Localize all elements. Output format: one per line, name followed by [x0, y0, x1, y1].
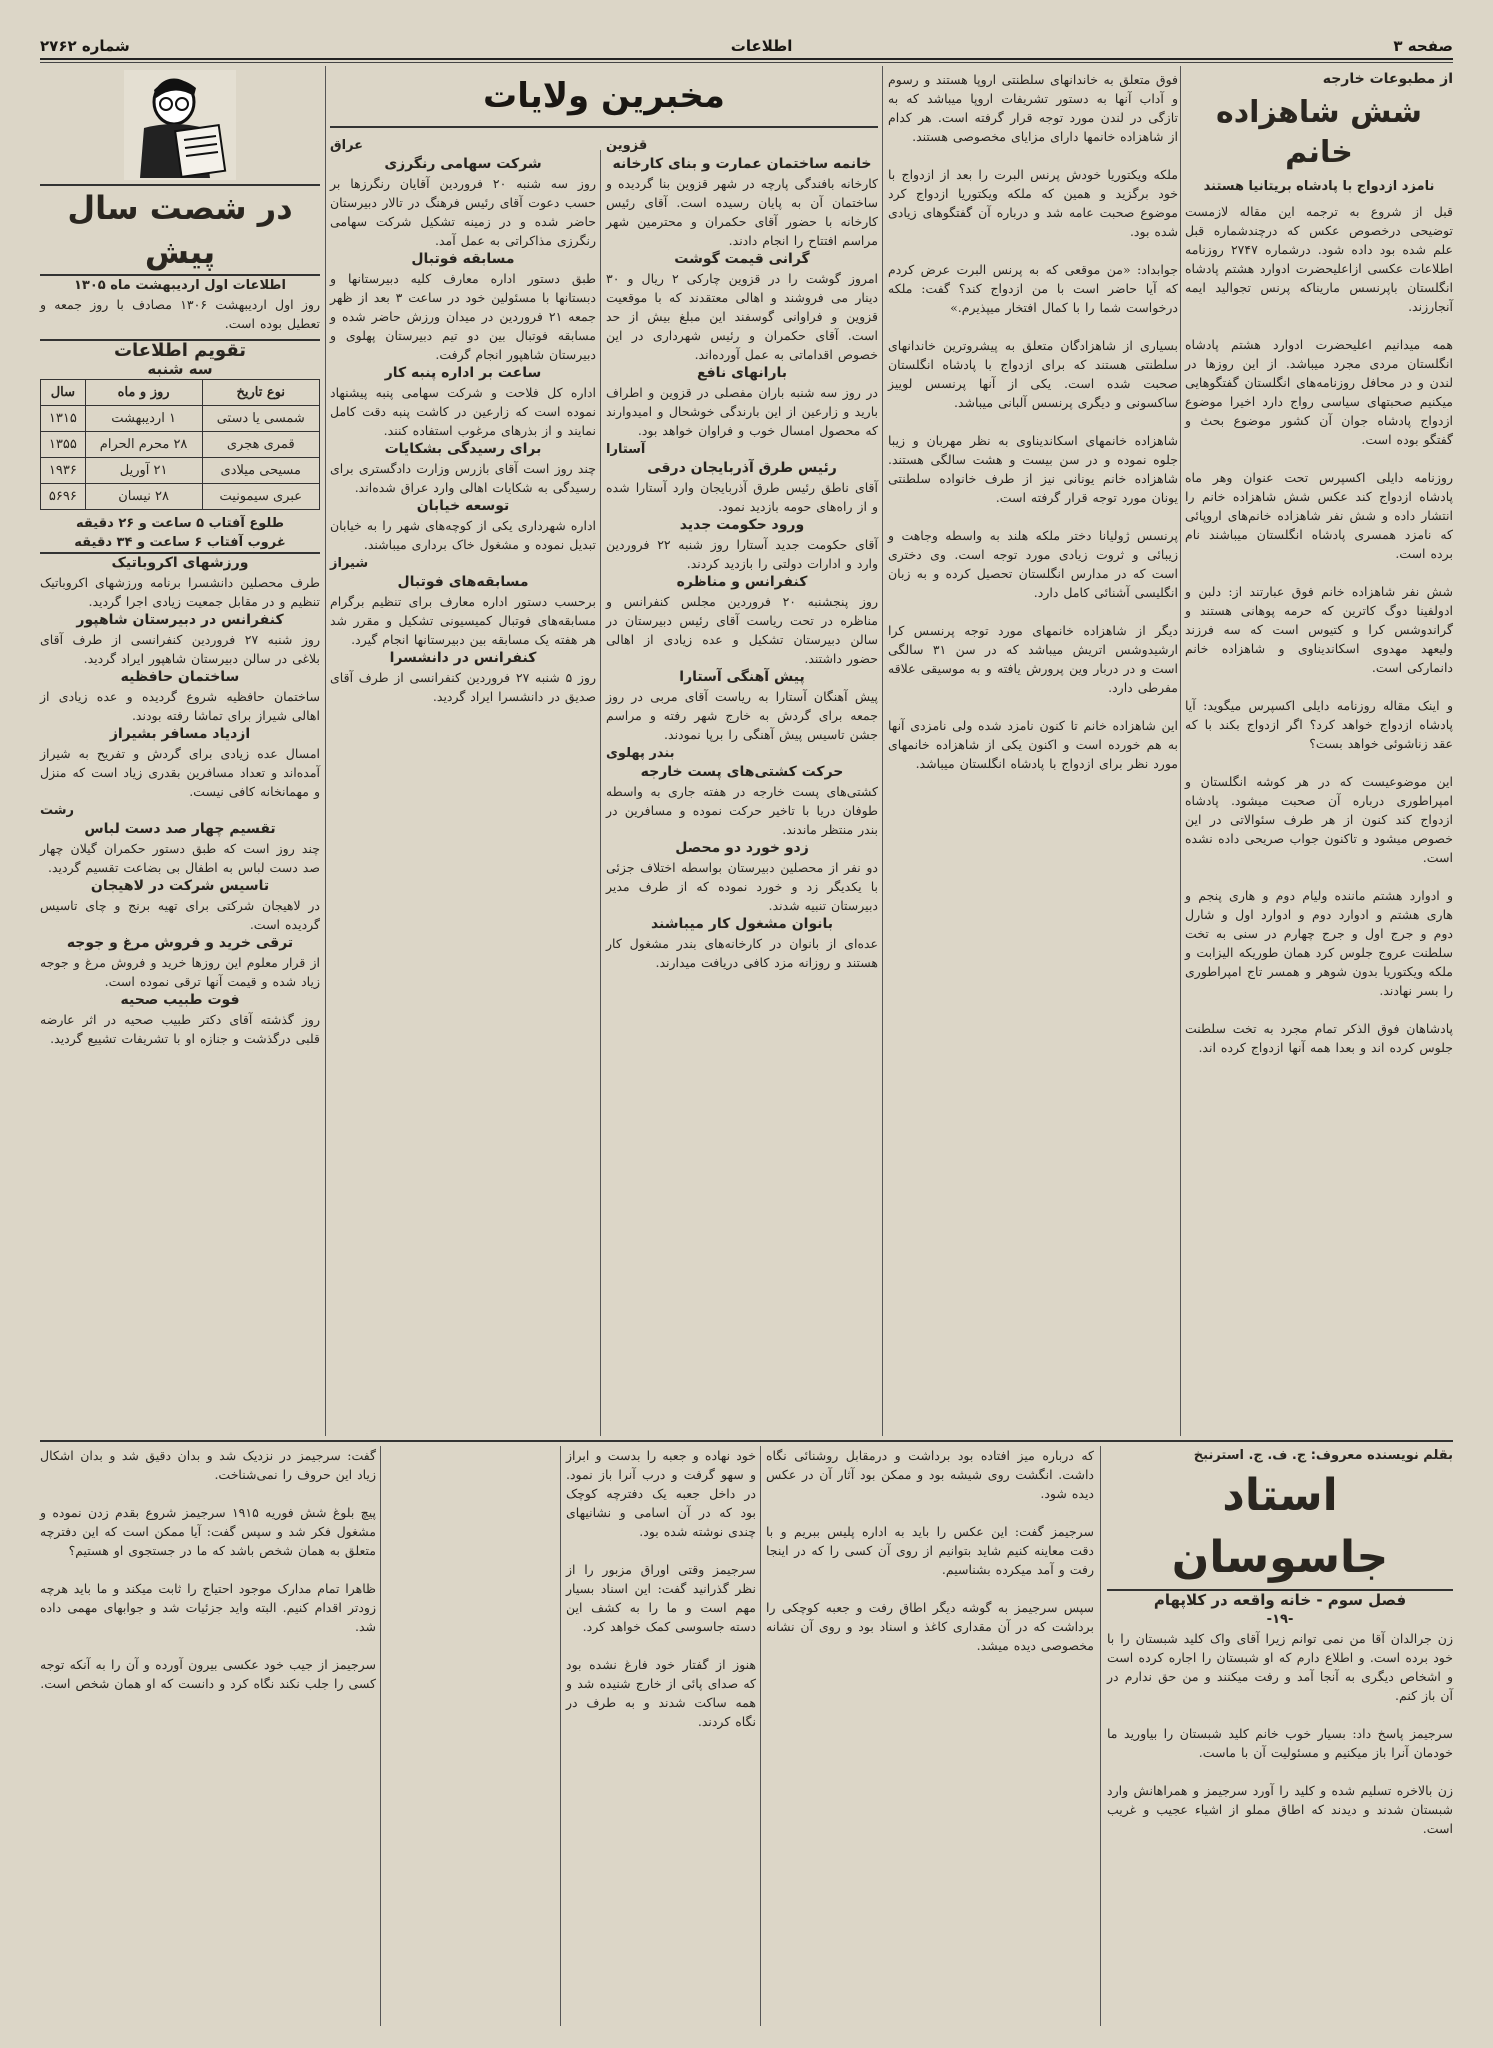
news-body: آقای ناطق رئیس طرق آذربایجان وارد آستارا شده و از راه‌های حومه بازدید نمود. — [601, 480, 878, 514]
news-body: از قرار معلوم این روزها خرید و فروش مرغ و جوجه زیاد شده و قیمت آنها ترقی نموده است. — [35, 955, 320, 989]
serial-part: -۱۹- — [1266, 1612, 1294, 1627]
feature-title: در شصت سال پیش — [40, 184, 320, 276]
column-divider — [560, 1446, 561, 2026]
news-body: دو نفر از محصلین دبیرستان بواسطه اختلاف جزئی با یکدیگر زد و خورد نموده که از طرف مدیر دبیرستان تنبیه شدند. — [601, 860, 878, 913]
news-heading: کنفرانس در دبیرستان شاهپور — [76, 612, 284, 628]
calendar-cell: ۲۱ آوریل — [85, 458, 202, 484]
news-body: طبق دستور اداره معارف کلیه دبیرستانها و دبستانها با مسئولین خود در ساعت ۳ بعد از ظهر جمعه ۲۱ فروردین در میدان ورزش حاضر شده و مسابقه فوتبال بین دو تیم دبیرستان پهلوی و دبیرستان شاهپور انجام گرفت. — [325, 271, 597, 362]
news-body: در روز سه شنبه باران مفصلی در قزوین و اطراف بارید و زارعین از این بارندگی خوشحال و امیدوارند که محصول امسال خوب و فراوان خواهد بود. — [601, 385, 878, 438]
news-body: روز سه شنبه ۲۰ فروردین آقایان رنگرزها بر حسب دعوت آقای رئیس فرهنگ در تالار دبیرستان حاضر شده و در زمینه تشکیل شرکت سهامی رنگرزی مذاکراتی به عمل آمد. — [325, 176, 596, 248]
column-divider — [380, 1446, 381, 2026]
serial-chapter: فصل سوم - خانه واقعه در کلاپهام — [1153, 1591, 1407, 1609]
news-body: در لاهیجان شرکتی برای تهیه برنج و چای تاسیس گردیده است. — [35, 898, 320, 932]
news-body: روز گذشته آقای دکتر طبیب صحیه در اثر عارضه قلبی درگذشت و جنازه او با تشریفات تشییع گردید. — [35, 1012, 320, 1046]
news-body: روز شنبه ۲۷ فروردین کنفرانسی از طرف آقای بلاغی در سالن دبیرستان شاهپور ایراد گردید. — [35, 632, 320, 666]
news-body: امروز گوشت را در قزوین چارکی ۲ ریال و ۳۰ دینار می فروشند و اهالی معتقدند که با موقعیت قزوین و فراوانی گوسفند این مبلغ بیش از حد است. آقای حکمران و رئیس شهرداری در این خصوص اقداماتی به عمل آورده‌اند. — [601, 271, 878, 362]
news-body: روز پنجشنبه ۲۰ فروردین مجلس کنفرانس و مناظره در تحت ریاست آقای رئیس دبیرستان در سالن دبیرستان تشکیل و عده زیادی از اهالی حضور داشتند. — [601, 594, 878, 666]
news-body: چند روز است آقای بازرس وزارت دادگستری برای رسیدگی به شکایات اهالی وارد عراق شده‌اند. — [325, 461, 596, 495]
calendar-cell: مسیحی میلادی — [202, 458, 319, 484]
news-heading: بانوان مشغول کار میباشند — [650, 916, 834, 932]
serial-story-title-column — [1107, 1446, 1453, 2026]
news-heading: کنفرانس در دانشسرا — [389, 650, 537, 666]
news-heading: ترقی خرید و فروش مرغ و جوجه — [66, 935, 294, 951]
section-title-provinces: مخبرین ولایات — [330, 72, 878, 128]
article-kicker: از مطبوعات خارجه — [1322, 71, 1453, 87]
news-heading: مسابقه فوتبال — [411, 251, 515, 267]
calendar-cell: ۱ اردیبهشت — [85, 406, 202, 432]
provincial-news-column — [325, 136, 597, 1436]
table-row — [41, 432, 320, 458]
calendar-header: سال — [41, 380, 86, 406]
issue-number: شماره ۲۷۶۲ — [40, 37, 130, 55]
serial-story-column — [766, 1446, 1094, 2026]
serial-body: زن جرالدان آقا من نمی توانم زیرا آقای واک کلید شبستان را با خود برده است. و اطلاع دارم که او شبستان را اجاره کرده است و اشخاص دیگری به آنجا آمد و رفت میکنند و من حق ندارم در آن باز کنم. سرجیمز پاسخ داد: بسیار خوب خانم کلید شبستان را بیاورید ما خودمان آنرا باز میکنیم و مسئولیت آن با ماست. زن بالاخره تسلیم شده و کلید را آورد سرجیمز و همراهانش وارد شبستان شدند و دیدند که اطاق مملو از اشیاء عجیب و غریب است. — [1107, 1631, 1453, 1836]
news-heading: حرکت کشتی‌های پست خارجه — [640, 764, 844, 780]
calendar-cell: عبری سیمونیت — [202, 484, 319, 510]
article-six-princesses-continued — [888, 70, 1178, 1438]
serial-title: استاد جاسوسان — [1107, 1465, 1453, 1591]
news-heading: رئیس طرق آذربایجان درقی — [647, 460, 837, 476]
sixty-years-ago-column — [35, 70, 320, 1438]
serial-body: که درباره میز افتاده بود برداشت و درمقابل روشنائی نگاه داشت. انگشت روی شیشه بود و ممکن بود آثار آن در عکس دیده شود. سرجیمز گفت: این عکس را باید به اداره پلیس ببریم و با دقت معاینه کنیم شاید بتوانیم از روی آن کسی را که در اینجا رفت و آمد میکرده بشناسیم. سپس سرجیمز به گوشه دیگر اطاق رفت و جعبه کوچکی را برداشت که در آن مقداری کاغذ و اسناد بود و روی آن نشانه مخصوصی دیده میشد. — [766, 1448, 1094, 1653]
serial-story-column — [40, 1446, 376, 2026]
article-subtitle: نامزد ازدواج با پادشاه بریتانیا هستند — [1203, 179, 1435, 194]
news-heading: شرکت سهامی رنگرزی — [384, 156, 542, 172]
calendar-header: نوع تاریخ — [202, 380, 319, 406]
news-body: اداره کل فلاحت و شرکت سهامی پنبه پیشنهاد نموده است که زارعین در کاشت پنبه دقت کامل نمایند و از بذرهای مرغوب استفاده کنند. — [325, 385, 596, 438]
article-body: قبل از شروع به ترجمه این مقاله لازمست توضیحی درخصوص عکس که درچندشماره قبل علم شده بود داده شود. درشماره ۲۷۴۷ روزنامه اطلاعات عکسی ازاعلیحضرت ادوارد هشتم پادشاه انگلستان باپرنسس ماریناکه پرنس تجوالید ایمه آنجارزند. همه میدانیم اعلیحضرت ادوارد هشتم پادشاه انگلستان مردی مجرد میباشد. از این روزها در لندن و در محافل روزنامه‌های انگلستان گفتگوهایی میکنیم صحبتهای سیاسی رواج دارد اخیرا موضوع ازدواج پادشاه جوان آن کشور موضوع بحث و گفتگو بوده است. روزنامه دایلی اکسپرس تحت عنوان وهر ماه پادشاه ازدواج کند عکس شش شاهزاده خانم را انتشار داده و شش نفر شاهزاده خانم‌های اروپائی که نامزد همسری پادشاه انگلستان میباشند نام برده است. شش نفر شاهزاده خانم فوق عبارتند از: دلبن و ادولفینا دوگ کاترین که حرمه پوهانی هستند و گراندوشس کرا و کتیوس است که سه فرزند ولیعهد مهدوی اسکاندیناوی و شاهزاده خانم دانمارکی است. و اینک مقاله روزنامه دایلی اکسپرس میگوید: آیا پادشاه ازدواج خواهد کرد؟ اگر ازدواج بکند با که عقد زناشوئی خواهد بست؟ این موضوعیست که در هر کوشه انگلستان و امپراطوری درباره آن صحبت میشود. پادشاه ازدواج کند کنون از هر طرف سئوالاتی در این خصوص میشود و تاکنون جواب صریحی داده نشده است. و ادوارد هشتم ماننده ولیام دوم و هاری پنجم و هاری هشتم و ادوارد دوم و ادوارد اول و شارل دوم و جرج اول و جرج چهارم در سنی به تخت سلطنت عروج جلوس کرد همان طوریکه الیزابت و ملکه ویکتوریا بدون شوهر و همسر تاج امپراطوری را بسر نهادند. پادشاهان فوق الذکر تمام مجرد به تخت سلطنت جلوس کرده اند و بعدا همه آنها ازدواج کرده اند. — [1185, 204, 1453, 1055]
calendar-cell: ۱۹۳۶ — [41, 458, 86, 484]
table-row — [41, 406, 320, 432]
news-body: اداره شهرداری یکی از کوچه‌های شهر را به خیابان تبدیل نموده و مشغول خاک برداری میباشند. — [325, 518, 596, 552]
news-heading: توسعه خیابان — [416, 498, 510, 514]
news-heading: خانمه ساختمان عمارت و بنای کارخانه — [612, 156, 872, 172]
serial-story-column — [566, 1446, 756, 2026]
news-heading: مسابقه‌های فوتبال — [397, 574, 529, 590]
calendar-table — [40, 379, 320, 510]
calendar-cell: ۲۸ نیسان — [85, 484, 202, 510]
news-heading: تاسیس شرکت در لاهیجان — [90, 878, 270, 894]
news-heading: ازدیاد مسافر بشیراز — [109, 726, 251, 742]
news-heading: تقسیم چهار صد دست لباس — [84, 821, 276, 837]
calendar-cell: ۱۳۵۵ — [41, 432, 86, 458]
feature-subtitle: اطلاعات اول اردیبهشت ماه ۱۳۰۵ — [73, 278, 287, 293]
dateline: آستارا — [606, 442, 646, 457]
news-heading: ساعت بر اداره پنبه کار — [384, 365, 542, 381]
article-body: فوق متعلق به خاندانهای سلطنتی اروپا هستند و رسوم و آداب آنها به دستور تشریفات اروپا میباشد که به تازگی در لندن مورد توجه قرار گرفته است. هر کدام از شاهزاده خانمها دارای مزایای مخصوصی هستند. ملکه ویکتوریا خودش پرنس البرت را بعد از ازدواج با خود برگزید و همین که ملکه ویکتوریا ازدواج کرد موضوع صحبت عامه شد و درباره آن گفتگوهای زیادی شده بود. جوابداد: «من موقعی که به پرنس البرت عرض کردم که آیا حاضر است با من ازدواج کند؟ گفت: ملکه درخواست شما را با کمال افتخار میپذیرم.» بسیاری از شاهزادگان متعلق به پیشروترین خاندانهای سلطنتی هستند که برای ازدواج با پادشاه انگلستان صحبت شده است. یکی از آنها پرنسس لوییز ساکسونی و دیگری پرنسس آلبانی میباشد. شاهزاده خانمهای اسکاندیناوی به نظر مهربان و زیبا جلوه نموده و در سن بیست و هشت سالگی هستند. شاهزاده خانم یونانی نیز از طرف خانواده سلطنتی یونان مورد توجه قرار گرفته است. پرنسس ژولیانا دختر ملکه هلند به واسطه وجاهت و زیبائی و ثروت زیادی مورد توجه است. وی دختری است که در مدارس انگلستان تحصیل کرده و به زبان انگلیسی آشنائی کامل دارد. دیگر از شاهزاده خانمهای مورد توجه پرنسس کرا ارشیدوشس اتریش میباشد که در سن ۳۱ سالگی است و در دربار وین پرورش یافته و به موسیقی علاقه مفرطی دارد. این شاهزاده خانم تا کنون نامزد شده ولی نامزدی آنها به هم خورده است و اکنون یکی از شاهزاده خانمهای مورد نظر برای ازدواج با پادشاه انگلستان میباشد. — [888, 72, 1178, 771]
news-heading: زدو خورد دو محصل — [675, 840, 809, 856]
sunrise-time: طلوع آفتاب ۵ ساعت و ۲۶ دقیقه — [76, 516, 284, 531]
table-row — [41, 484, 320, 510]
news-body: برحسب دستور اداره معارف برای تنظیم برگرام مسابقه‌های فوتبال کمیسیونی تشکیل و مقرر شد هر هفته یک مسابقه بین دبیرستانها انجام گیرد. — [325, 594, 596, 647]
header-rule — [40, 62, 1453, 63]
calendar-day: سه شنبه — [147, 360, 213, 378]
newspaper-reader-icon — [124, 70, 236, 180]
sunset-time: غروب آفتاب ۶ ساعت و ۳۴ دقیقه — [40, 533, 320, 554]
section-divider — [40, 1440, 1453, 1442]
article-six-princesses — [1185, 70, 1453, 1438]
dateline: قزوین — [606, 138, 648, 153]
dateline: بندر پهلوی — [606, 746, 675, 761]
news-body: آقای حکومت جدید آستارا روز شنبه ۲۲ فروردین وارد و ادارات دولتی را بازدید کردند. — [601, 537, 878, 571]
calendar-cell: ۱۳۱۵ — [41, 406, 86, 432]
calendar-cell: ۵۶۹۶ — [41, 484, 86, 510]
page-number: صفحه ۳ — [1393, 37, 1453, 55]
column-divider — [1100, 1446, 1101, 2026]
article-title: شش شاهزاده خانم — [1216, 95, 1422, 170]
news-heading: برای رسیدگی بشکایات — [384, 441, 542, 457]
news-heading: فوت طبیب صحیه — [120, 992, 240, 1008]
paper-name: اطلاعات — [730, 37, 793, 55]
dateline: شیراز — [330, 556, 369, 571]
feature-intro: روز اول اردیبهشت ۱۳۰۶ مصادف با روز جمعه و تعطیل بوده است. — [35, 297, 320, 331]
news-body: کشتی‌های پست خارجه در هفته جاری به واسطه طوفان دریا با تاخیر حرکت نموده و مسافرین در بندر منتظر ماندند. — [601, 784, 878, 837]
news-body: کارخانه بافندگی پارچه در شهر قزوین بنا گردیده و ساختمان آن به پایان رسیده است. آقای رئیس کارخانه با حضور آقای حکمران و محترمین شهر مراسم افتتاح را انجام دادند. — [601, 176, 878, 248]
news-body: ساختمان حافظیه شروع گردیده و عده زیادی از اهالی شیراز برای تماشا رفته بودند. — [35, 689, 320, 723]
news-body: روز ۵ شنبه ۲۷ فروردین کنفرانسی از طرف آقای صدیق در دانشسرا ایراد گردید. — [325, 670, 596, 704]
page-header — [40, 34, 1453, 60]
reader-illustration — [124, 70, 236, 180]
news-body: چند روز است که طبق دستور حکمران گیلان چهار صد دست لباس به اطفال بی بضاعت تقسیم گردید. — [35, 841, 320, 875]
serial-body: خود نهاده و جعبه را بدست و ابراز و سهو گرفت و درب آنرا باز نمود. در داخل جعبه یک دفترچه کوچک بود که در آن اسامی و نشانیهای چندی نوشته شده بود. سرجیمز وقتی اوراق مزبور را از نظر گذرانید گفت: این اسناد بسیار مهم است و ما را به کشف این دسته جاسوسی کمک خواهد کرد. هنوز از گفتار خود فارغ نشده بود که صدای پائی از خارج شنیده شد و همه ساکت شدند و به طرف در نگاه کردند. — [566, 1448, 756, 1729]
dateline: رشت — [40, 803, 75, 818]
news-heading: ورود حکومت جدید — [679, 517, 805, 533]
news-heading: کنفرانس و مناظره — [676, 574, 808, 590]
serial-byline: بقلم نویسنده معروف: ج. ف. ج. استرنبخ — [1193, 1448, 1453, 1463]
news-heading: پیش آهنگی آستارا — [679, 669, 805, 685]
calendar-cell: ۲۸ محرم الحرام — [85, 432, 202, 458]
table-row — [41, 458, 320, 484]
news-heading: ورزشهای اکروباتیک — [111, 555, 249, 571]
dateline: عراق — [330, 138, 364, 153]
news-body: عده‌ای از بانوان در کارخانه‌های بندر مشغول کار هستند و روزانه مزد کافی دریافت میدارند. — [601, 936, 879, 970]
news-heading: ساختمان حافظیه — [120, 669, 240, 685]
calendar-title: تقویم اطلاعات — [40, 339, 320, 360]
serial-body: گفت: سرجیمز در نزدیک شد و بدان دقیق شد و بدان اشکال زیاد این حروف را نمی‌شناخت. پیچ بلوغ شش فوریه ۱۹۱۵ سرجیمز شروع بقدم زدن نموده و مشغول فکر شد و سپس گفت: آیا ممکن است که این دفترچه متعلق به همان شخص باشد که ما در جستجوی او هستیم؟ ظاهرا تمام مدارک موجود احتیاج را ثابت میکند و ما باید هرچه زودتر اقدام کنیم. البته واید جزئیات شد و جوابهای مهمی داده شد. سرجیمز از جیب خود عکسی بیرون آورده و آن را به آنکه توجه کسی را جلب نکند نگاه کرد و دانست که او همان شخص است. — [40, 1448, 376, 1691]
news-heading: گرانی قیمت گوشت — [674, 251, 810, 267]
news-body: پیش آهنگان آستارا به ریاست آقای مربی در روز جمعه برای گردش به خارج شهر رفته و مراسم جشن تاسیس پیش آهنگی را برپا نمودند. — [601, 689, 878, 742]
calendar-header: روز و ماه — [85, 380, 202, 406]
calendar-cell: شمسی یا دستی — [202, 406, 319, 432]
news-body: طرف محصلین دانشسرا برنامه ورزشهای اکروباتیک تنظیم و در مقابل جمعیت زیادی اجرا گردید. — [35, 575, 320, 609]
news-heading: بارانهای نافع — [696, 365, 788, 381]
news-body: امسال عده زیادی برای گردش و تفریح به شیراز آمده‌اند و تعداد مسافرین بقدری زیاد است که منزل و مهمانخانه کافی نیست. — [35, 746, 320, 799]
provincial-news-column — [601, 136, 879, 1436]
calendar-cell: قمری هجری — [202, 432, 319, 458]
